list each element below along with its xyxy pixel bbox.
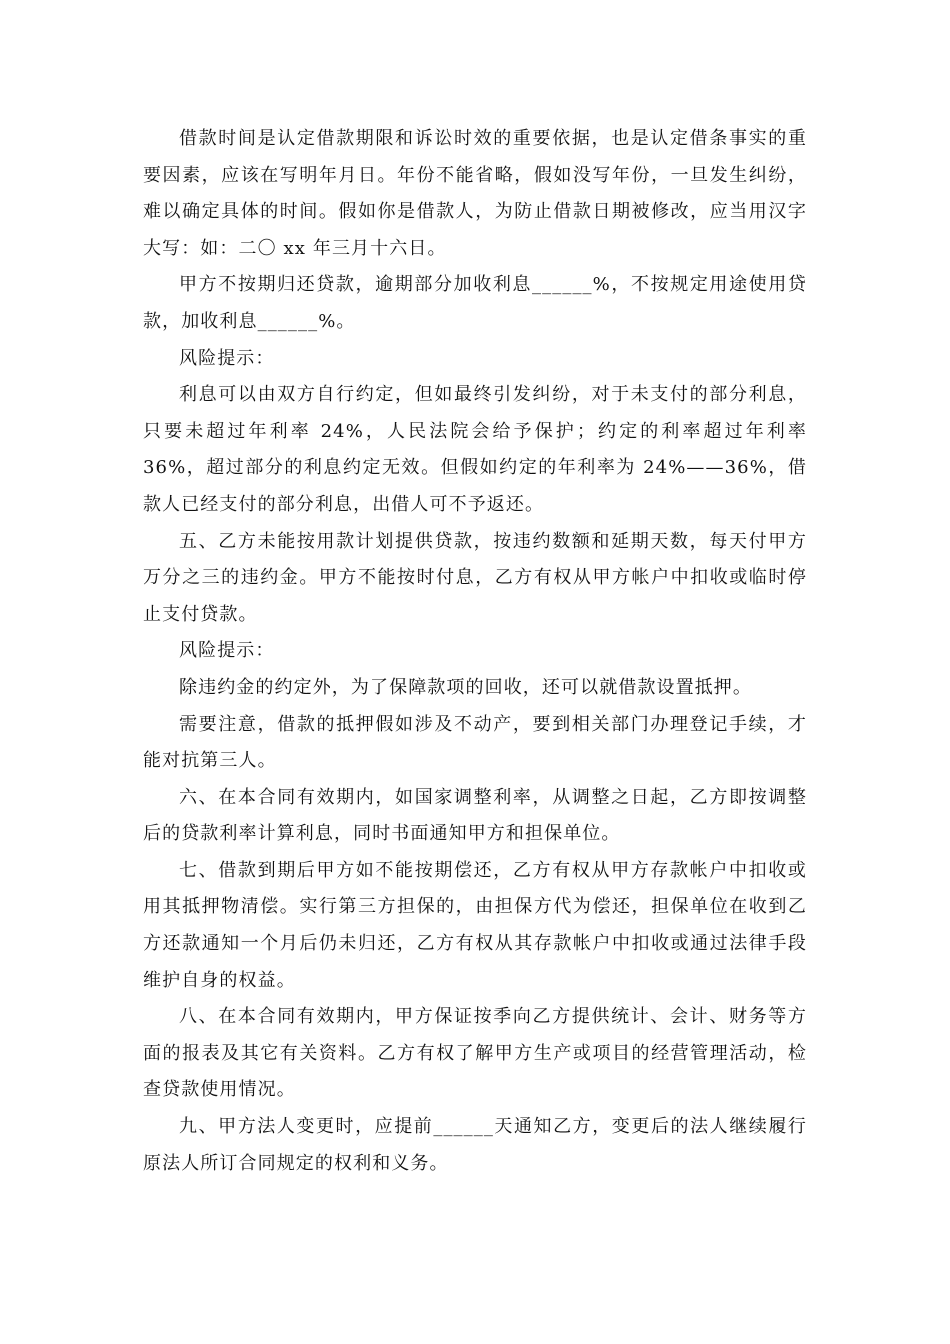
paragraph-risk-heading: 风险提示： (179, 640, 275, 662)
paragraph-registration-note: 需要注意，借款的抵押假如涉及不动产，要到相关部门办理登记手续，才能对抗第三人。 (143, 713, 807, 772)
paragraph-overdue-interest: 甲方不按期归还贷款，逾期部分加收利息______%，不按规定用途使用贷款，加收利息______%。 (143, 274, 807, 332)
paragraph-clause-six: 六、在本合同有效期内，如国家调整利率，从调整之日起，乙方即按调整后的贷款利率计算利息，同时书面通知甲方和担保单位。 (143, 786, 807, 845)
paragraph-clause-nine: 九、甲方法人变更时，应提前______天通知乙方，变更后的法人继续履行原法人所订合同规定的权利和义务。 (143, 1116, 807, 1174)
paragraph-clause-five: 五、乙方未能按用款计划提供贷款，按违约数额和延期天数，每天付甲方万分之三的违约金。甲方不能按时付息，乙方有权从甲方帐户中扣收或临时停止支付贷款。 (143, 530, 807, 625)
paragraph-mortgage-note: 除违约金的约定外，为了保障款项的回收，还可以就借款设置抵押。 (179, 676, 752, 698)
paragraph-clause-seven: 七、借款到期后甲方如不能按期偿还，乙方有权从甲方存款帐户中扣收或用其抵押物清偿。实行第三方担保的，由担保方代为偿还，担保单位在收到乙方还款通知一个月后仍未归还，乙方有权从其存款帐户中扣收或通过法律手段维护自身的权益。 (143, 859, 807, 991)
paragraph-clause-eight: 八、在本合同有效期内，甲方保证按季向乙方提供统计、会计、财务等方面的报表及其它有关资料。乙方有权了解甲方生产或项目的经营管理活动，检查贷款使用情况。 (143, 1006, 807, 1101)
document-body (143, 121, 807, 1182)
paragraph-risk-heading: 风险提示： (179, 347, 275, 369)
paragraph-interest-rate-risk: 利息可以由双方自行约定，但如最终引发纠纷，对于未支付的部分利息，只要未超过年利率 24%，人民法院会给予保护；约定的利率超过年利率 36%，超过部分的利息约定无效。但假如约定的年利率为 24%——36%，借款人已经支付的部分利息，出借人可不予返还。 (143, 384, 807, 515)
paragraph-loan-date: 借款时间是认定借款期限和诉讼时效的重要依据，也是认定借条事实的重要因素，应该在写明年月日。年份不能省略，假如没写年份，一旦发生纠纷，难以确定具体的时间。假如你是借款人，为防止借款日期被修改，应当用汉字大写：如：二〇 xx 年三月十六日。 (143, 128, 807, 259)
